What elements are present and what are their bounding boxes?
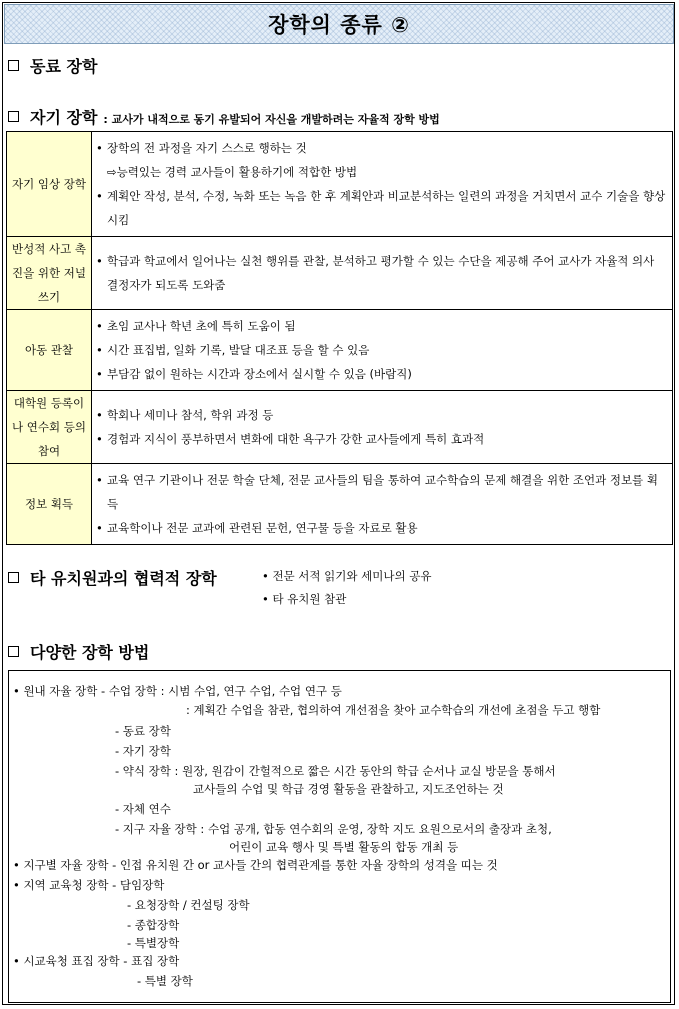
square-bullet-icon (8, 572, 19, 583)
square-bullet-icon (8, 111, 19, 122)
section-coop (8, 566, 217, 589)
list-item: - 종합장학 (127, 918, 180, 932)
page-title: 장학의 종류 ② (268, 13, 410, 37)
row-label: 정보 획득 (7, 464, 92, 545)
list-item: - 자체 연수 (115, 802, 171, 816)
list-item: • 시간 표집법, 일화 기록, 발달 대조표 등을 할 수 있음 (96, 338, 668, 362)
title-banner (4, 4, 674, 44)
list-item: 어린이 교육 행사 및 특별 활동의 합동 개최 등 (229, 840, 459, 854)
table-row (7, 310, 673, 391)
row-label: 대학원 등록이나 연수회 등의 참여 (7, 391, 92, 464)
square-bullet-icon (8, 60, 19, 71)
list-item: 교사들의 수업 및 학급 경영 활동을 관찰하고, 지도조언하는 것 (193, 782, 504, 796)
various-methods-box (8, 670, 671, 1003)
list-item: • 전문 서적 읽기와 세미나의 공유 (262, 569, 432, 583)
section-self (8, 105, 440, 128)
row-content (92, 132, 673, 237)
list-item: - 특별 장학 (137, 974, 193, 988)
coop-list (262, 565, 431, 611)
row-content (92, 310, 673, 391)
list-item: • 경험과 지식이 풍부하면서 변화에 대한 욕구가 강한 교사들에게 특히 효과적 (96, 427, 668, 451)
table-row (7, 464, 673, 545)
section-peer-heading: 동료 장학 (30, 57, 98, 76)
list-item: ⇨능력있는 경력 교사들이 활용하기에 적합한 방법 (107, 165, 358, 179)
list-item: • 학급과 학교에서 일어나는 실천 행위를 관찰, 분석하고 평가할 수 있는 수단을 제공해 주어 교사가 자율적 의사 결정자가 되도록 도와줌 (96, 249, 668, 297)
list-item: • 학회나 세미나 참석, 학위 과정 등 (96, 403, 668, 427)
list-item: - 지구 자율 장학 : 수업 공개, 합동 연수회의 운영, 장학 지도 요원으로서의 출장과 초청, (115, 822, 552, 836)
row-label: 자기 임상 장학 (7, 132, 92, 237)
list-item: - 특별장학 (127, 936, 180, 950)
section-various-heading: 다양한 장학 방법 (30, 643, 150, 662)
list-item: - 약식 장학 : 원장, 원감이 간헐적으로 짧은 시간 동안의 학급 순서나 교실 방문을 통해서 (115, 764, 556, 778)
row-content (92, 464, 673, 545)
row-content (92, 237, 673, 310)
list-item: • 계획안 작성, 분석, 수정, 녹화 또는 녹음 한 후 계획안과 비교분석하는 일련의 과정을 거치면서 교수 기술을 향상시킴 (96, 184, 668, 232)
section-self-heading: 자기 장학 (30, 108, 98, 127)
section-coop-heading: 타 유치원과의 협력적 장학 (30, 569, 217, 588)
list-item: - 요청장학 / 컨설팅 장학 (127, 898, 250, 912)
section-self-description: : 교사가 내적으로 동기 유발되어 자신을 개발하려는 자율적 장학 방법 (103, 113, 440, 126)
list-item: • 지역 교육청 장학 - 담임장학 (13, 878, 165, 892)
table-row (7, 132, 673, 237)
list-item: • 교육학이나 전문 교과에 관련된 문헌, 연구물 등을 자료로 활용 (96, 516, 668, 540)
row-label: 아동 관찰 (7, 310, 92, 391)
list-item: - 자기 장학 (115, 744, 171, 758)
row-label: 반성적 사고 촉진을 위한 저널 쓰기 (7, 237, 92, 310)
list-item: • 시교육청 표집 장학 - 표집 장학 (13, 954, 180, 968)
list-item: • 원내 자율 장학 - 수업 장학 : 시범 수업, 연구 수업, 수업 연구 등 (13, 684, 342, 698)
list-item: - 동료 장학 (115, 724, 171, 738)
list-item: • 초임 교사나 학년 초에 특히 도움이 됨 (96, 314, 668, 338)
row-content (92, 391, 673, 464)
list-item: • 부담감 없이 원하는 시간과 장소에서 실시할 수 있음 (바람직) (96, 362, 668, 386)
section-various (8, 640, 149, 663)
self-supervision-table (6, 131, 673, 545)
section-peer (8, 54, 97, 77)
list-item: • 타 유치원 참관 (262, 592, 347, 606)
list-item: • 지구별 자율 장학 - 인접 유치원 간 or 교사들 간의 협력관계를 통한 자율 장학의 성격을 띠는 것 (13, 858, 498, 872)
list-item: : 계획간 수업을 참관, 협의하여 개선점을 찾아 교수학습의 개선에 초점을 두고 행함 (186, 703, 601, 717)
square-bullet-icon (8, 646, 19, 657)
table-row (7, 237, 673, 310)
table-row (7, 391, 673, 464)
list-item: • 장학의 전 과정을 자기 스스로 행하는 것 (96, 136, 668, 160)
list-item: • 교육 연구 기관이나 전문 학술 단체, 전문 교사들의 팀을 통하여 교수학습의 문제 해결을 위한 조언과 정보를 획득 (96, 468, 668, 516)
